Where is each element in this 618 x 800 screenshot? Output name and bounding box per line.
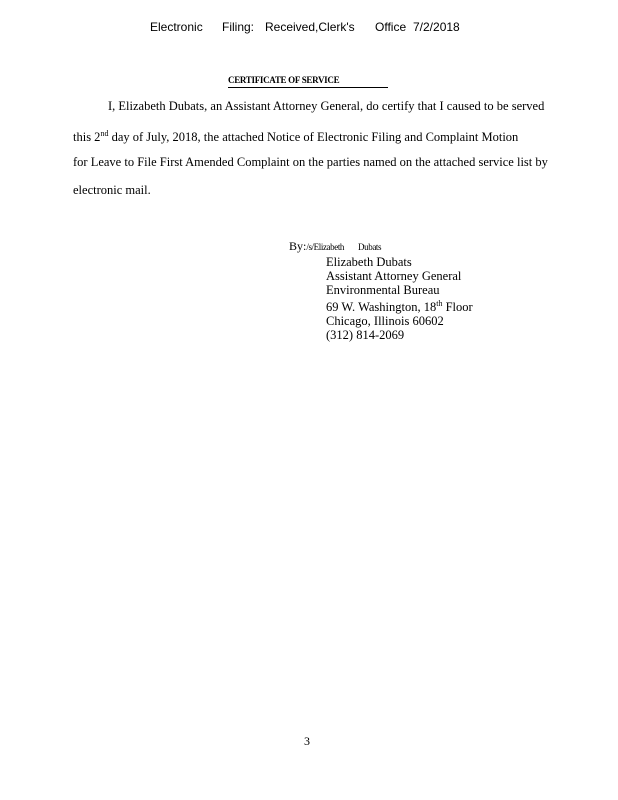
electronic-filing-header <box>150 20 460 34</box>
header-word-filing: Filing: <box>222 20 255 34</box>
signer-street-address <box>326 297 473 314</box>
body-line-1: I, Elizabeth Dubats, an Assistant Attorney General, do certify that I caused to be served <box>108 99 545 113</box>
body-line-2-rest: day of July, 2018, the attached Notice of Electronic Filing and Complaint Motion <box>108 130 519 145</box>
signer-name: Elizabeth Dubats <box>326 255 412 269</box>
signature-electronic-last: Dubats <box>358 242 382 252</box>
signature-by-label: By: <box>289 239 307 253</box>
header-word-office: Office <box>375 20 407 34</box>
street-address-text: 69 W. Washington, 18 <box>326 300 437 315</box>
header-date: 7/2/2018 <box>413 20 460 34</box>
body-line-2-superscript: nd <box>100 129 109 138</box>
signature-electronic-first: /s/Elizabeth <box>306 242 345 252</box>
header-word-received-clerks: Received,Clerk's <box>265 20 355 34</box>
signer-city: Chicago, Illinois 60602 <box>326 314 444 329</box>
signer-phone: (312) 814-2069 <box>326 328 405 343</box>
signer-bureau: Environmental Bureau <box>326 283 440 297</box>
certificate-title: CERTIFICATE OF SERVICE <box>228 75 388 88</box>
floor-label: Floor <box>442 300 473 315</box>
signer-title: Assistant Attorney General <box>326 269 462 283</box>
body-line-3: for Leave to File First Amended Complaint on the parties named on the attached service list by <box>73 155 548 169</box>
page-number: 3 <box>304 734 310 748</box>
body-line-4: electronic mail. <box>73 183 151 197</box>
body-line-2-start: this 2 <box>73 130 101 145</box>
signature-block <box>326 255 473 342</box>
body-line-2 <box>73 127 588 144</box>
floor-superscript: th <box>436 299 443 308</box>
header-word-electronic: Electronic <box>150 20 203 34</box>
signature-by-line <box>289 239 381 254</box>
